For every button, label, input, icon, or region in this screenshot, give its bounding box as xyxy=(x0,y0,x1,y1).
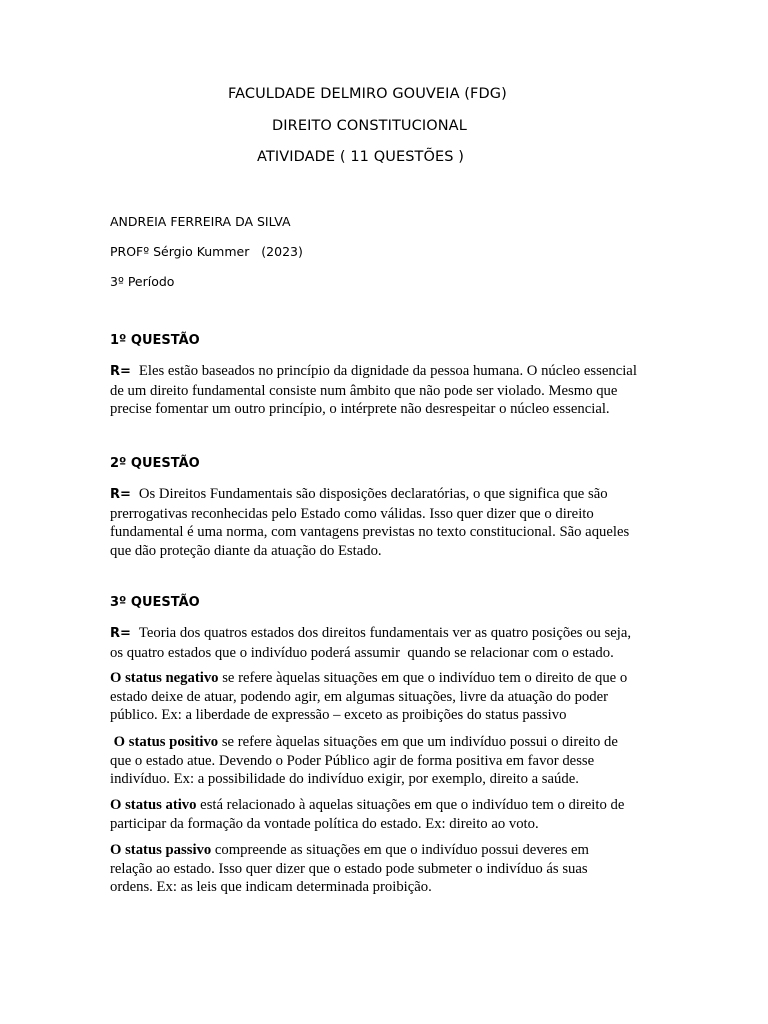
answer-line: Os Direitos Fundamentais são disposições declaratórias, o que significa que são xyxy=(138,486,608,502)
course-title: DIREITO CONSTITUCIONAL xyxy=(272,118,467,134)
question-2-title: 2º QUESTÃO xyxy=(110,456,200,471)
status-line: ordens. Ex: as leis que indicam determinada proibição. xyxy=(110,879,432,895)
status-negativo-paragraph xyxy=(110,669,670,725)
professor-line: PROFº Sérgio Kummer (2023) xyxy=(110,244,303,259)
activity-title: ATIVIDADE ( 11 QUESTÕES ) xyxy=(257,149,465,165)
status-line: estado deixe de atuar, podendo agir, em algumas situações, livre da atuação do poder xyxy=(110,688,609,705)
question-1-answer xyxy=(110,362,670,419)
answer-line: precise fomentar um outro princípio, o intérprete não desrespeitar o núcleo essencial. xyxy=(110,401,610,417)
student-name: ANDREIA FERREIRA DA SILVA xyxy=(110,214,291,229)
question-2-answer xyxy=(110,485,670,560)
status-line: relação ao estado. Isso quer dizer que o estado pode submeter o indivíduo ás suas xyxy=(110,860,588,877)
answer-line: fundamental é uma norma, com vantagens previstas no texto constitucional. São aqueles xyxy=(110,524,630,540)
question-1-title: 1º QUESTÃO xyxy=(110,333,200,348)
answer-label: R= xyxy=(110,626,131,641)
status-line: está relacionado à aquelas situações em que o indivíduo tem o direito de xyxy=(200,797,625,813)
status-term: O status positivo xyxy=(113,734,219,750)
status-term: O status ativo xyxy=(110,797,197,813)
status-line: participar da formação da vontade política do estado. Ex: direito ao voto. xyxy=(110,815,539,832)
status-term: O status negativo xyxy=(110,670,219,686)
status-line: público. Ex: a liberdade de expressão – exceto as proibições do status passivo xyxy=(110,707,567,723)
status-passivo-paragraph xyxy=(110,841,670,897)
question-3-answer xyxy=(110,624,670,662)
answer-label: R= xyxy=(110,364,131,379)
status-line: se refere àquelas situações em que um indivíduo possui o direito de xyxy=(221,734,618,750)
answer-line: os quatro estados que o indivíduo poderá assumir quando se relacionar com o estado. xyxy=(110,644,614,661)
question-3-title: 3º QUESTÃO xyxy=(110,595,200,610)
answer-line: Eles estão baseados no princípio da dignidade da pessoa humana. O núcleo essencial xyxy=(138,363,637,379)
answer-line: de um direito fundamental consiste num âmbito que não pode ser violado. Mesmo que xyxy=(110,382,618,399)
status-ativo-paragraph xyxy=(110,796,670,833)
status-positivo-paragraph xyxy=(110,733,670,789)
status-line: indivíduo. Ex: a possibilidade do indivíduo exigir, por exemplo, direito a saúde. xyxy=(110,771,579,787)
status-line: compreende as situações em que o indivíduo possui deveres em xyxy=(214,842,589,858)
answer-line: Teoria dos quatros estados dos direitos fundamentais ver as quatro posições ou seja, xyxy=(138,625,632,641)
period-line: 3º Período xyxy=(110,274,175,289)
status-line: que o estado atue. Devendo o Poder Público agir de forma positiva em favor desse xyxy=(110,752,595,769)
answer-line: prerrogativas reconhecidas pelo Estado como válidas. Isso quer dizer que o direito xyxy=(110,505,594,522)
answer-line: que dão proteção diante da atuação do Estado. xyxy=(110,542,382,559)
answer-label: R= xyxy=(110,487,131,502)
status-term: O status passivo xyxy=(110,842,212,858)
institution-title: FACULDADE DELMIRO GOUVEIA (FDG) xyxy=(228,86,507,102)
status-line: se refere àquelas situações em que o indivíduo tem o direito de que o xyxy=(222,670,628,686)
